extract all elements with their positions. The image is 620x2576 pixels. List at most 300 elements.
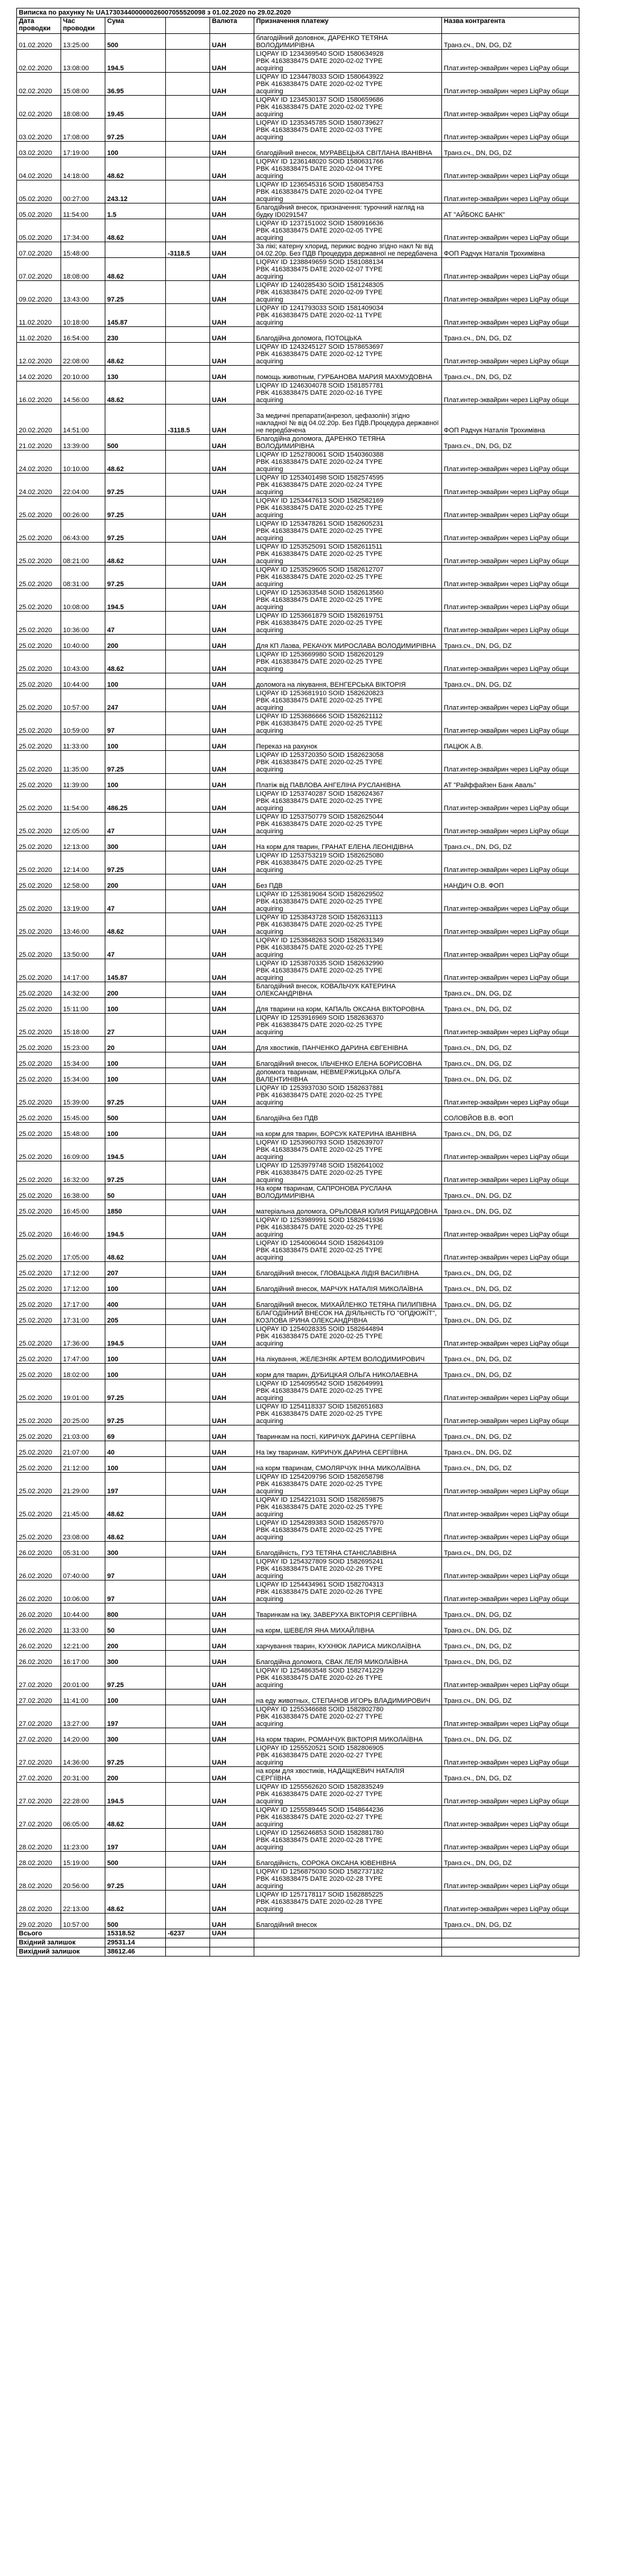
closing-empty-4 [442, 1947, 579, 1957]
txn-purpose: LIQPAY ID 1255520521 SOID 1582806905 PBK 4163838475 DATE 2020-02-27 TYPE acquiring [254, 1744, 442, 1767]
table-row [17, 1914, 579, 1929]
txn-time: 22:28:00 [61, 1783, 105, 1806]
txn-date: 25.02.2020 [17, 790, 61, 813]
txn-currency: UAH [210, 936, 254, 959]
txn-currency: UAH [210, 1868, 254, 1891]
table-row [17, 1123, 579, 1138]
txn-time: 15:11:00 [61, 998, 105, 1014]
txn-purpose: LIQPAY ID 1254006044 SOID 1582643109 PBK 4163838475 DATE 2020-02-25 TYPE acquiring [254, 1239, 442, 1262]
txn-amount: 36.95 [105, 73, 166, 96]
txn-date: 25.02.2020 [17, 913, 61, 936]
txn-counterparty: Транз.сч., DN, DG, DZ [442, 673, 579, 689]
txn-time: 15:19:00 [61, 1852, 105, 1868]
txn-debit [166, 281, 210, 304]
txn-purpose: LIQPAY ID 1253960793 SOID 1582639707 PBK 4163838475 DATE 2020-02-25 TYPE acquiring [254, 1138, 442, 1161]
txn-date: 25.02.2020 [17, 1325, 61, 1348]
txn-purpose: Платіж від ПАВЛОВА АНГЕЛІНА РУСЛАНІВНА [254, 774, 442, 790]
txn-amount: 97.25 [105, 497, 166, 520]
txn-date: 25.02.2020 [17, 1278, 61, 1293]
txn-counterparty: Плат.интер-эквайрин через LiqPay общи [442, 1216, 579, 1239]
txn-purpose: БЛАГОДІЙНИЙ ВНЕСОК НА ДІЯЛЬНІСТЬ ГО "ОПДЮЖЇТ", КОЗЛОВА ІРИНА ОЛЕКСАНДРІВНА [254, 1309, 442, 1325]
table-row [17, 451, 579, 474]
txn-purpose: LIQPAY ID 1257178117 SOID 1582885225 PBK 4163838475 DATE 2020-02-28 TYPE acquiring [254, 1891, 442, 1914]
table-row [17, 50, 579, 73]
txn-date: 25.02.2020 [17, 543, 61, 566]
txn-debit [166, 1728, 210, 1744]
totals-row [17, 1929, 579, 1938]
txn-counterparty: Транз.сч., DN, DG, DZ [442, 34, 579, 50]
txn-counterparty: Плат.интер-эквайрин через LiqPay общи [442, 913, 579, 936]
txn-debit [166, 913, 210, 936]
txn-purpose: Благодійність, ГУЗ ТЕТЯНА СТАНІСЛАВІВНА [254, 1542, 442, 1557]
table-row [17, 520, 579, 543]
txn-debit [166, 1496, 210, 1519]
txn-time: 20:31:00 [61, 1767, 105, 1783]
table-row [17, 1037, 579, 1052]
txn-debit [166, 327, 210, 343]
txn-date: 25.02.2020 [17, 1014, 61, 1037]
txn-debit [166, 1603, 210, 1619]
txn-counterparty: Транз.сч., DN, DG, DZ [442, 435, 579, 451]
txn-date: 25.02.2020 [17, 1068, 61, 1084]
txn-amount: 800 [105, 1603, 166, 1619]
txn-debit [166, 673, 210, 689]
txn-date: 09.02.2020 [17, 281, 61, 304]
txn-counterparty: Плат.интер-эквайрин через LiqPay общи [442, 1519, 579, 1542]
txn-time: 21:29:00 [61, 1473, 105, 1496]
txn-date: 25.02.2020 [17, 735, 61, 751]
txn-counterparty: Плат.интер-эквайрин через LiqPay общи [442, 180, 579, 203]
txn-date: 21.02.2020 [17, 435, 61, 451]
txn-date: 26.02.2020 [17, 1580, 61, 1603]
txn-currency: UAH [210, 1783, 254, 1806]
txn-date: 02.02.2020 [17, 73, 61, 96]
txn-date: 25.02.2020 [17, 836, 61, 851]
txn-time: 10:44:00 [61, 673, 105, 689]
txn-currency: UAH [210, 73, 254, 96]
txn-purpose: На корм тваринам, САПРОНОВА РУСЛАНА ВОЛОДИМИРІВНА [254, 1184, 442, 1200]
table-row [17, 1542, 579, 1557]
txn-date: 25.02.2020 [17, 1037, 61, 1052]
txn-currency: UAH [210, 874, 254, 890]
txn-time: 18:02:00 [61, 1364, 105, 1379]
txn-amount: 200 [105, 1767, 166, 1783]
txn-purpose: LIQPAY ID 1254289383 SOID 1582657970 PBK 4163838475 DATE 2020-02-25 TYPE acquiring [254, 1519, 442, 1542]
txn-counterparty: Плат.интер-эквайрин через LiqPay общи [442, 497, 579, 520]
table-row [17, 281, 579, 304]
txn-date: 25.02.2020 [17, 1084, 61, 1107]
txn-date: 25.02.2020 [17, 1200, 61, 1216]
txn-currency: UAH [210, 180, 254, 203]
txn-currency: UAH [210, 1542, 254, 1557]
txn-purpose: На лікування, ЖЕЛЕЗНЯК АРТЕМ ВОЛОДИМИРОВИЧ [254, 1348, 442, 1364]
table-row [17, 1309, 579, 1325]
txn-counterparty: Плат.интер-эквайрин через LiqPay общи [442, 474, 579, 497]
txn-purpose: Для тварини на корм, КАПАЛЬ ОКСАНА ВІКТОРОВНА [254, 998, 442, 1014]
txn-currency: UAH [210, 1239, 254, 1262]
txn-debit [166, 1744, 210, 1767]
txn-amount: 300 [105, 836, 166, 851]
txn-date: 02.02.2020 [17, 50, 61, 73]
txn-currency: UAH [210, 1107, 254, 1123]
txn-counterparty: Транз.сч., DN, DG, DZ [442, 982, 579, 998]
txn-date: 25.02.2020 [17, 1425, 61, 1441]
txn-amount: 97.25 [105, 474, 166, 497]
txn-time: 10:06:00 [61, 1580, 105, 1603]
txn-counterparty: Транз.сч., DN, DG, DZ [442, 1603, 579, 1619]
txn-amount: 50 [105, 1184, 166, 1200]
table-row [17, 96, 579, 119]
txn-counterparty: Плат.интер-эквайрин через LiqPay общи [442, 73, 579, 96]
table-row [17, 998, 579, 1014]
txn-time: 11:33:00 [61, 735, 105, 751]
txn-debit [166, 1200, 210, 1216]
txn-date: 25.02.2020 [17, 673, 61, 689]
txn-currency: UAH [210, 1767, 254, 1783]
txn-purpose: LIQPAY ID 1253478261 SOID 1582605231 PBK 4163838475 DATE 2020-02-25 TYPE acquiring [254, 520, 442, 543]
txn-date: 25.02.2020 [17, 1239, 61, 1262]
txn-date: 25.02.2020 [17, 998, 61, 1014]
txn-currency: UAH [210, 959, 254, 982]
txn-counterparty: АТ "Райффайзен Банк Аваль" [442, 774, 579, 790]
closing-empty-3 [254, 1947, 442, 1957]
txn-counterparty: Плат.интер-эквайрин через LiqPay общи [442, 1239, 579, 1262]
txn-currency: UAH [210, 343, 254, 366]
txn-currency: UAH [210, 381, 254, 405]
txn-time: 16:38:00 [61, 1184, 105, 1200]
txn-currency: UAH [210, 1123, 254, 1138]
txn-purpose: благодійний доловнок, ДАРЕНКО ТЕТЯНА ВОЛОДИМИРІВНА [254, 34, 442, 50]
txn-currency: UAH [210, 219, 254, 242]
txn-debit [166, 735, 210, 751]
table-row [17, 1052, 579, 1068]
txn-amount: 48.62 [105, 1519, 166, 1542]
txn-counterparty: Транз.сч., DN, DG, DZ [442, 1767, 579, 1783]
txn-time: 15:48:00 [61, 1123, 105, 1138]
opening-empty-4 [442, 1938, 579, 1947]
table-row [17, 142, 579, 157]
txn-debit [166, 874, 210, 890]
txn-time: 15:34:00 [61, 1068, 105, 1084]
txn-debit [166, 890, 210, 913]
txn-time: 06:05:00 [61, 1806, 105, 1829]
txn-date: 05.02.2020 [17, 180, 61, 203]
txn-time: 13:08:00 [61, 50, 105, 73]
txn-currency: UAH [210, 1068, 254, 1084]
txn-counterparty: Плат.интер-эквайрин через LiqPay общи [442, 258, 579, 281]
txn-amount: 48.62 [105, 1891, 166, 1914]
txn-purpose: Для хвостиків, ПАНЧЕНКО ДАРИНА ЄВГЕНІВНА [254, 1037, 442, 1052]
txn-amount: 47 [105, 936, 166, 959]
table-row [17, 813, 579, 836]
txn-currency: UAH [210, 774, 254, 790]
txn-purpose: LIQPAY ID 1253686666 SOID 1582621112 PBK 4163838475 DATE 2020-02-25 TYPE acquiring [254, 712, 442, 735]
txn-counterparty: Транз.сч., DN, DG, DZ [442, 1364, 579, 1379]
txn-debit [166, 1402, 210, 1425]
txn-currency: UAH [210, 1829, 254, 1852]
txn-time: 17:19:00 [61, 142, 105, 157]
txn-date: 27.02.2020 [17, 1728, 61, 1744]
txn-amount: 48.62 [105, 258, 166, 281]
txn-time: 16:17:00 [61, 1651, 105, 1666]
txn-purpose: LIQPAY ID 1253633548 SOID 1582613560 PBK 4163838475 DATE 2020-02-25 TYPE acquiring [254, 589, 442, 612]
txn-purpose: Переказ на рахунок [254, 735, 442, 751]
txn-debit: -3118.5 [166, 405, 210, 435]
txn-currency: UAH [210, 1496, 254, 1519]
closing-balance-label: Вихідний залишок [17, 1947, 105, 1957]
txn-amount: 20 [105, 1037, 166, 1052]
txn-currency: UAH [210, 913, 254, 936]
txn-purpose: LIQPAY ID 1252780061 SOID 1540360388 PBK 4163838475 DATE 2020-02-24 TYPE acquiring [254, 451, 442, 474]
txn-debit [166, 1216, 210, 1239]
txn-time: 08:21:00 [61, 543, 105, 566]
txn-debit [166, 1014, 210, 1037]
txn-time: 17:36:00 [61, 1325, 105, 1348]
txn-time: 14:51:00 [61, 405, 105, 435]
txn-purpose: LIQPAY ID 1238849659 SOID 1581088134 PBK 4163838475 DATE 2020-02-07 TYPE acquiring [254, 258, 442, 281]
txn-time: 13:39:00 [61, 435, 105, 451]
table-row [17, 497, 579, 520]
txn-currency: UAH [210, 1402, 254, 1425]
txn-currency: UAH [210, 836, 254, 851]
txn-counterparty: Плат.интер-эквайрин через LiqPay общи [442, 1402, 579, 1425]
txn-date: 25.02.2020 [17, 1457, 61, 1473]
txn-currency: UAH [210, 34, 254, 50]
table-row [17, 1014, 579, 1037]
txn-amount: 47 [105, 813, 166, 836]
table-row [17, 650, 579, 673]
txn-debit [166, 1161, 210, 1184]
txn-debit [166, 157, 210, 180]
txn-time: 17:12:00 [61, 1262, 105, 1278]
txn-purpose: LIQPAY ID 1253525091 SOID 1582611511 PBK 4163838475 DATE 2020-02-25 TYPE acquiring [254, 543, 442, 566]
txn-purpose: Тваринкам на їжу, ЗАВЕРУХА ВІКТОРІЯ СЕРГІЇВНА [254, 1603, 442, 1619]
table-row [17, 1200, 579, 1216]
txn-date: 26.02.2020 [17, 1557, 61, 1580]
txn-amount: 48.62 [105, 157, 166, 180]
txn-purpose: LIQPAY ID 1253661879 SOID 1582619751 PBK 4163838475 DATE 2020-02-25 TYPE acquiring [254, 612, 442, 635]
txn-date: 26.02.2020 [17, 1619, 61, 1635]
txn-time: 10:10:00 [61, 451, 105, 474]
header-row [17, 18, 579, 34]
txn-purpose: LIQPAY ID 1253916969 SOID 1582636370 PBK 4163838475 DATE 2020-02-25 TYPE acquiring [254, 1014, 442, 1037]
txn-currency: UAH [210, 543, 254, 566]
txn-counterparty: ФОП Радчук Наталія Трохимівна [442, 242, 579, 258]
txn-amount: 47 [105, 890, 166, 913]
table-row [17, 1348, 579, 1364]
table-row [17, 1216, 579, 1239]
table-row [17, 34, 579, 50]
txn-amount: 100 [105, 1457, 166, 1473]
txn-purpose: Благодійний внесок, МАРЧУК НАТАЛІЯ МИКОЛАЇВНА [254, 1278, 442, 1293]
txn-time: 13:43:00 [61, 281, 105, 304]
txn-time: 10:08:00 [61, 589, 105, 612]
txn-currency: UAH [210, 1689, 254, 1705]
txn-date: 05.02.2020 [17, 219, 61, 242]
table-row [17, 219, 579, 242]
txn-time: 15:23:00 [61, 1037, 105, 1052]
txn-counterparty: ФОП Радчук Наталія Трохимівна [442, 405, 579, 435]
txn-time: 22:13:00 [61, 1891, 105, 1914]
table-row [17, 1891, 579, 1914]
txn-currency: UAH [210, 258, 254, 281]
txn-date: 25.02.2020 [17, 1184, 61, 1200]
txn-purpose: доломога на лікування, ВЕНГЕРСЬКА ВІКТОРІЯ [254, 673, 442, 689]
txn-debit [166, 1068, 210, 1084]
txn-debit [166, 1379, 210, 1402]
txn-purpose: LIQPAY ID 1253401498 SOID 1582574595 PBK 4163838475 DATE 2020-02-24 TYPE acquiring [254, 474, 442, 497]
txn-counterparty: Транз.сч., DN, DG, DZ [442, 1348, 579, 1364]
txn-time: 08:31:00 [61, 566, 105, 589]
table-row [17, 851, 579, 874]
txn-purpose: LIQPAY ID 1253848263 SOID 1582631349 PBK 4163838475 DATE 2020-02-25 TYPE acquiring [254, 936, 442, 959]
opening-empty-2 [210, 1938, 254, 1947]
txn-date: 27.02.2020 [17, 1744, 61, 1767]
txn-amount: 100 [105, 1348, 166, 1364]
table-row [17, 203, 579, 219]
txn-debit [166, 635, 210, 650]
txn-currency: UAH [210, 589, 254, 612]
txn-debit [166, 1348, 210, 1364]
table-row [17, 612, 579, 635]
txn-purpose: LIQPAY ID 1234530137 SOID 1580659686 PBK 4163838475 DATE 2020-02-02 TYPE acquiring [254, 96, 442, 119]
txn-purpose: LIQPAY ID 1234369540 SOID 1580634928 PBK 4163838475 DATE 2020-02-02 TYPE acquiring [254, 50, 442, 73]
txn-counterparty: Транз.сч., DN, DG, DZ [442, 1914, 579, 1929]
txn-time: 14:36:00 [61, 1744, 105, 1767]
txn-purpose: допомога тваринам, НЕВМЕРЖИЦЬКА ОЛЬГА ВАЛЕНТИНІВНА [254, 1068, 442, 1084]
txn-counterparty: Плат.интер-эквайрин через LiqPay общи [442, 96, 579, 119]
txn-amount: 100 [105, 998, 166, 1014]
txn-currency: UAH [210, 1364, 254, 1379]
txn-debit [166, 1619, 210, 1635]
txn-purpose: Благодійний внесок, МИХАЙЛЕНКО ТЕТЯНА ПИЛИПІВНА [254, 1293, 442, 1309]
txn-counterparty: Плат.интер-эквайрин через LiqPay общи [442, 1891, 579, 1914]
txn-date: 26.02.2020 [17, 1542, 61, 1557]
txn-debit [166, 650, 210, 673]
txn-counterparty: Плат.интер-эквайрин через LiqPay общи [442, 612, 579, 635]
txn-amount: 500 [105, 1914, 166, 1929]
txn-date: 25.02.2020 [17, 751, 61, 774]
txn-counterparty: Транз.сч., DN, DG, DZ [442, 1293, 579, 1309]
totals-label: Всього [17, 1929, 105, 1938]
txn-debit [166, 1557, 210, 1580]
txn-debit [166, 543, 210, 566]
txn-debit [166, 258, 210, 281]
txn-debit [166, 180, 210, 203]
txn-amount: 194.5 [105, 1783, 166, 1806]
txn-date: 25.02.2020 [17, 813, 61, 836]
txn-date: 25.02.2020 [17, 774, 61, 790]
txn-debit [166, 1891, 210, 1914]
table-row [17, 327, 579, 343]
txn-amount: 130 [105, 366, 166, 381]
txn-purpose: на корм для хвостиків, НАДАЩКЕВИЧ НАТАЛІЯ СЕРГІЇВНА [254, 1767, 442, 1783]
txn-purpose: LIQPAY ID 1236545316 SOID 1580854753 PBK 4163838475 DATE 2020-02-04 TYPE acquiring [254, 180, 442, 203]
txn-debit [166, 1278, 210, 1293]
txn-counterparty: Транз.сч., DN, DG, DZ [442, 1278, 579, 1293]
table-row [17, 1705, 579, 1728]
txn-time: 11:39:00 [61, 774, 105, 790]
txn-counterparty: СОЛОВЙОВ В.В. ФОП [442, 1107, 579, 1123]
txn-time: 16:09:00 [61, 1138, 105, 1161]
txn-counterparty: Транз.сч., DN, DG, DZ [442, 998, 579, 1014]
txn-amount: 300 [105, 1728, 166, 1744]
table-row [17, 566, 579, 589]
txn-debit [166, 1635, 210, 1651]
header-date: Дата проводки [17, 18, 61, 34]
table-row [17, 1728, 579, 1744]
txn-debit [166, 813, 210, 836]
txn-amount: 300 [105, 1542, 166, 1557]
txn-purpose: LIQPAY ID 1253989991 SOID 1582641936 PBK 4163838475 DATE 2020-02-25 TYPE acquiring [254, 1216, 442, 1239]
txn-counterparty: Транз.сч., DN, DG, DZ [442, 1728, 579, 1744]
txn-currency: UAH [210, 1379, 254, 1402]
txn-counterparty: Плат.интер-эквайрин через LiqPay общи [442, 1557, 579, 1580]
txn-time: 11:41:00 [61, 1689, 105, 1705]
txn-purpose: LIQPAY ID 1254095542 SOID 1582649991 PBK 4163838475 DATE 2020-02-25 TYPE acquiring [254, 1379, 442, 1402]
txn-debit [166, 1364, 210, 1379]
txn-counterparty: Транз.сч., DN, DG, DZ [442, 142, 579, 157]
txn-purpose: На їжу тваринам, КИРИЧУК ДАРИНА СЕРГІЇВНА [254, 1441, 442, 1457]
txn-time: 16:45:00 [61, 1200, 105, 1216]
txn-time: 13:19:00 [61, 890, 105, 913]
txn-date: 25.02.2020 [17, 1138, 61, 1161]
txn-purpose: LIQPAY ID 1246304078 SOID 1581857781 PBK 4163838475 DATE 2020-02-16 TYPE acquiring [254, 381, 442, 405]
txn-time: 00:26:00 [61, 497, 105, 520]
txn-currency: UAH [210, 1309, 254, 1325]
txn-counterparty: Плат.интер-эквайрин через LiqPay общи [442, 566, 579, 589]
txn-purpose: LIQPAY ID 1237151002 SOID 1580916636 PBK 4163838475 DATE 2020-02-05 TYPE acquiring [254, 219, 442, 242]
txn-date: 25.02.2020 [17, 712, 61, 735]
txn-currency: UAH [210, 751, 254, 774]
table-row [17, 982, 579, 998]
txn-amount: 100 [105, 1689, 166, 1705]
txn-debit [166, 1666, 210, 1689]
opening-balance-label: Вхідний залишок [17, 1938, 105, 1947]
txn-amount: 247 [105, 689, 166, 712]
txn-debit [166, 451, 210, 474]
txn-time: 16:46:00 [61, 1216, 105, 1239]
txn-currency: UAH [210, 1806, 254, 1829]
txn-debit [166, 1184, 210, 1200]
txn-date: 25.02.2020 [17, 1364, 61, 1379]
txn-time: 11:33:00 [61, 1619, 105, 1635]
txn-date: 26.02.2020 [17, 1603, 61, 1619]
txn-amount: 1850 [105, 1200, 166, 1216]
txn-time: 11:23:00 [61, 1829, 105, 1852]
txn-debit [166, 520, 210, 543]
txn-debit [166, 751, 210, 774]
txn-currency: UAH [210, 735, 254, 751]
txn-time: 16:54:00 [61, 327, 105, 343]
txn-amount: 500 [105, 1852, 166, 1868]
txn-purpose: Благодійна доломога, ПОТОЦЬКА [254, 327, 442, 343]
txn-currency: UAH [210, 1014, 254, 1037]
txn-counterparty: Плат.интер-эквайрин через LiqPay общи [442, 1325, 579, 1348]
txn-debit [166, 73, 210, 96]
txn-purpose: LIQPAY ID 1256246853 SOID 1582881780 PBK 4163838475 DATE 2020-02-28 TYPE acquiring [254, 1829, 442, 1852]
txn-counterparty: Плат.интер-эквайрин через LiqPay общи [442, 343, 579, 366]
txn-currency: UAH [210, 1744, 254, 1767]
txn-counterparty: Плат.интер-эквайрин через LiqPay общи [442, 890, 579, 913]
txn-date: 12.02.2020 [17, 343, 61, 366]
txn-currency: UAH [210, 157, 254, 180]
table-row [17, 304, 579, 327]
txn-amount: 145.87 [105, 959, 166, 982]
txn-time: 21:12:00 [61, 1457, 105, 1473]
txn-purpose: LIQPAY ID 1253750779 SOID 1582625044 PBK 4163838475 DATE 2020-02-25 TYPE acquiring [254, 813, 442, 836]
table-row [17, 258, 579, 281]
